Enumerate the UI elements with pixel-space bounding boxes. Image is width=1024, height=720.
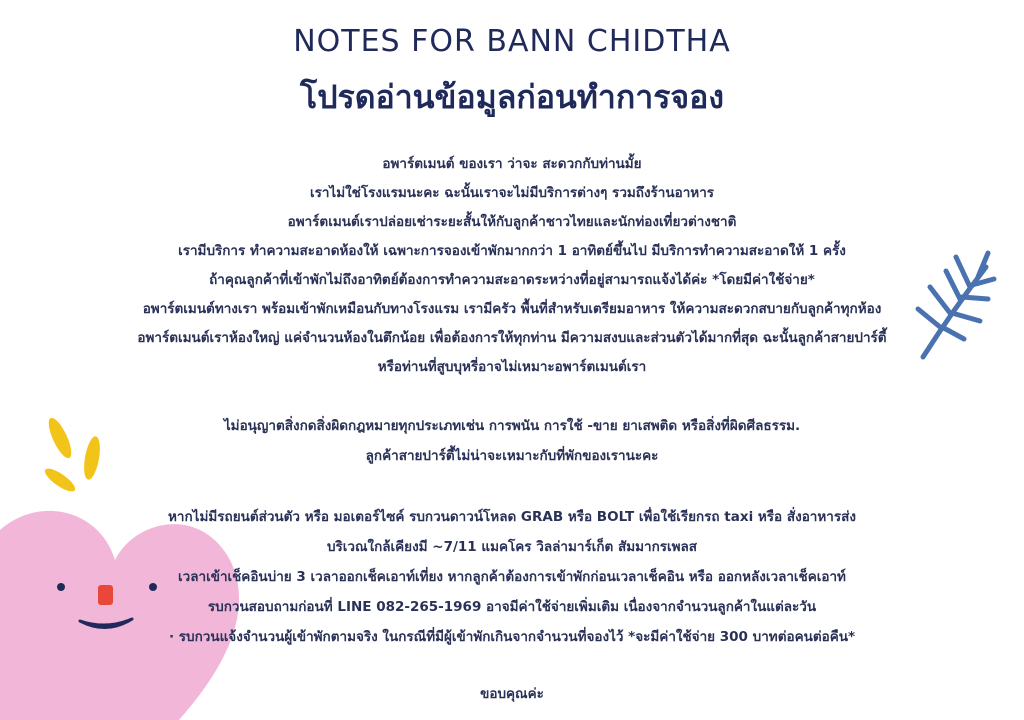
page-title: NOTES FOR BANN CHIDTHA <box>293 24 731 59</box>
note-line: หากไม่มีรถยนต์ส่วนตัว หรือ มอเตอร์ไซค์ รบกวนดาวน์โหลด GRAB หรือ BOLT เพื่อใช้เรียกรถ taxi หรือ สั่งอาหารส่ง <box>168 509 856 525</box>
note-line: · รบกวนแจ้งจำนวนผู้เข้าพักตามจริง ในกรณีที่มีผู้เข้าพักเกินจากจำนวนที่จองไว้ *จะมีค่าใช้จ่าย 300 บาทต่อคนต่อคืน* <box>168 629 856 645</box>
note-line: อพาร์ตเมนต์เราปล่อยเช่าระยะสั้นให้กับลูกค้าชาวไทยและนักท่องเที่ยวต่างชาติ <box>287 214 737 230</box>
note-line: อพาร์ตเมนต์เราห้องใหญ่ แค่จำนวนห้องในตึกน้อย เพื่อต้องการให้ทุกท่าน มีความสงบและส่วนตัวได้มากที่สุด ฉะนั้นลูกค้าสายปาร์ตี้ <box>137 330 887 346</box>
note-line: อพาร์ตเมนต์ ของเรา ว่าจะ สะดวกกับท่านมั้ย <box>382 156 642 172</box>
closing-thanks: ขอบคุณค่ะ <box>480 686 544 702</box>
note-line: บริเวณใกล้เคียงมี ~7/11 แมคโคร วิลล่ามาร์เก็ต สัมมากรเพลส <box>326 539 698 555</box>
note-line: หรือท่านที่สูบบุหรี่อาจไม่เหมาะอพาร์ตเมนต์เรา <box>377 359 647 375</box>
note-line: ลูกค้าสายปาร์ตี้ไม่น่าจะเหมาะกับที่พักของเรานะคะ <box>365 448 659 464</box>
note-line: เรามีบริการ ทำความสะอาดห้องให้ เฉพาะการจองเข้าพักมากกว่า 1 อาทิตย์ขึ้นไป มีบริการทำความสะอาดให้ 1 ครั้ง <box>178 243 846 259</box>
sprout-leaf-bottom <box>42 465 78 495</box>
page-subtitle: โปรดอ่านข้อมูลก่อนทำการจอง <box>300 78 724 116</box>
note-line: ถ้าคุณลูกค้าที่เข้าพักไม่ถึงอาทิตย์ต้องการทำความสะอาดระหว่างที่อยู่สามารถแจ้งได้ค่ะ *โดยมีค่าใช้จ่าย* <box>209 272 815 288</box>
note-line: เวลาเข้าเช็คอินบ่าย 3 เวลาออกเช็คเอาท์เที่ยง หากลูกค้าต้องการเข้าพักก่อนเวลาเช็คอิน หรือ ออกหลังเวลาเช็คเอาท์ <box>178 569 846 585</box>
note-line: อพาร์ตเมนต์ทางเรา พร้อมเข้าพักเหมือนกับทางโรงแรม เรามีครัว พื้นที่สำหรับเตรียมอาหาร ให้ความสะดวกสบายกับลูกค้าทุกห้อง <box>142 301 882 317</box>
note-line: รบกวนสอบถามก่อนที่ LINE 082-265-1969 อาจมีค่าใช้จ่ายเพิ่มเติม เนื่องจากจำนวนลูกค้าในแต่ละวัน <box>207 599 817 615</box>
note-line: ไม่อนุญาตสิ่งกดสิ่งผิดกฎหมายทุกประเภทเช่น การพนัน การใช้ -ขาย ยาเสพติด หรือสิ่งที่ผิดศีลธรรม. <box>223 418 801 434</box>
note-line: เราไม่ใช่โรงแรมนะคะ ฉะนั้นเราจะไม่มีบริการต่างๆ รวมถึงร้านอาหาร <box>309 185 715 201</box>
